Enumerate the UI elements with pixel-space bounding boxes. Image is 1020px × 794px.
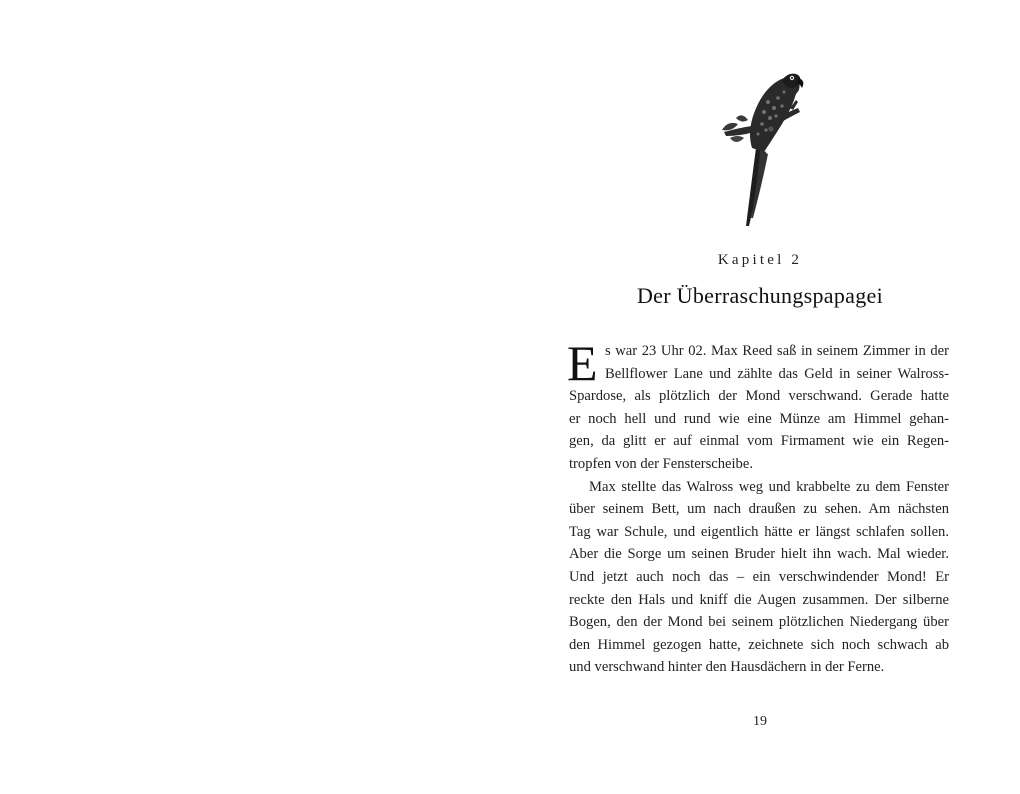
text-line: Und jetzt auch noch das – ein verschwindender Mond! Er: [569, 568, 949, 585]
text-line: er noch hell und rund wie eine Münze am Himmel gehan-: [569, 410, 949, 427]
chapter-title: Der Überraschungspapagei: [636, 283, 884, 308]
text-line: Aber die Sorge um seinen Bruder hielt ihn wach. Mal wieder.: [569, 546, 949, 563]
text-line: Tag war Schule, und eigentlich hätte er längst schlafen sollen.: [569, 523, 949, 540]
paragraph-1: [567, 335, 949, 476]
text-line: Bellflower Lane und zählte das Geld in seiner Walross-: [605, 365, 949, 382]
paragraph-2: [569, 476, 949, 679]
text-line: reckte den Hals und kniff die Augen zusammen. Der silberne: [569, 591, 949, 608]
chapter-body-text: [567, 335, 949, 679]
text-line: Spardose, als plötzlich der Mond verschwand. Gerade hatte: [569, 388, 949, 405]
text-line: gen, da glitt er auf einmal vom Firmament wie ein Regen-: [569, 433, 949, 450]
text-line: den Himmel gezogen hatte, zeichnete sich noch schwach ab: [569, 636, 949, 653]
text-line: Bogen, den der Mond bei seinem plötzlichen Niedergang über: [569, 614, 949, 631]
drop-cap: E: [567, 335, 598, 391]
text-line: Max stellte das Walross weg und krabbelte zu dem Fenster: [589, 478, 949, 495]
parrot-illustration-icon: [718, 68, 808, 230]
text-line: s war 23 Uhr 02. Max Reed saß in seinem Zimmer in der: [605, 343, 949, 359]
text-line: über seinem Bett, um nach draußen zu sehen. Am nächsten: [569, 501, 949, 518]
chapter-number-label: Kapitel 2: [717, 252, 803, 268]
page-number: 19: [753, 714, 767, 729]
text-line: und verschwand hinter den Hausdächern in der Ferne.: [569, 659, 885, 676]
text-line: tropfen von der Fensterscheibe.: [569, 455, 753, 472]
